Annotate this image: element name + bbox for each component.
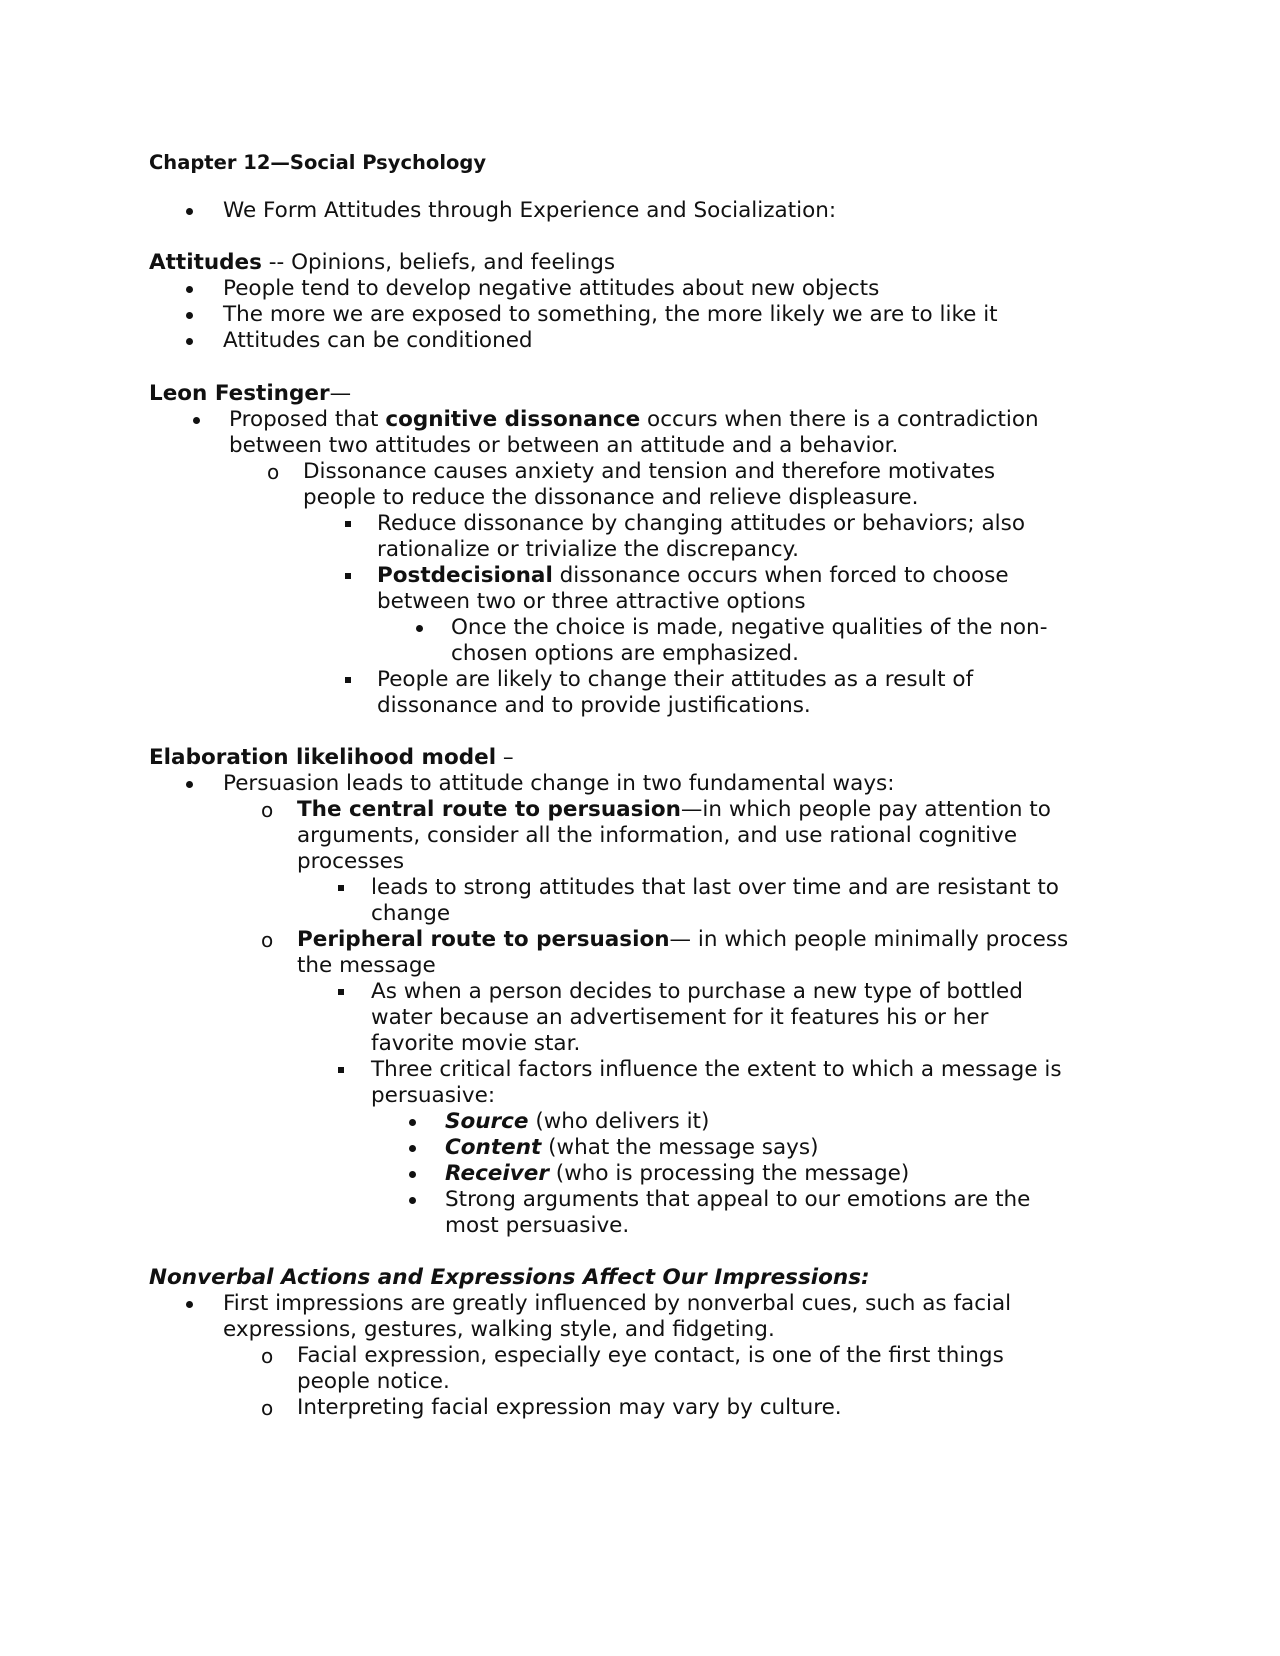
list-item: leads to strong attitudes that last over time and are resistant to <box>371 875 1059 900</box>
festinger-heading <box>149 381 351 407</box>
text-segment: (who delivers it) <box>528 1109 710 1134</box>
festinger-dash: — <box>329 381 352 406</box>
intro-bullet: We Form Attitudes through Experience and Socialization: <box>223 198 837 223</box>
text-segment: —in which people pay attention to <box>680 797 1051 822</box>
list-item-continuation: persuasive: <box>371 1083 496 1108</box>
sub-bullet-marker: o <box>267 460 280 484</box>
list-item <box>377 563 1009 589</box>
text-segment: — in which people minimally process <box>669 927 1069 952</box>
factor-term: Source <box>445 1109 529 1134</box>
bullet-marker <box>186 328 193 345</box>
list-item: People are likely to change their attitudes as a result of <box>377 667 974 692</box>
list-item: As when a person decides to purchase a new type of bottled <box>371 979 1023 1004</box>
attitudes-definition: -- Opinions, beliefs, and feelings <box>261 250 616 275</box>
elm-heading <box>149 745 514 771</box>
list-item: Reduce dissonance by changing attitudes or behaviors; also <box>377 511 1025 536</box>
page-title: Chapter 12—Social Psychology <box>149 151 487 174</box>
list-item: Persuasion leads to attitude change in two fundamental ways: <box>223 771 895 796</box>
list-item-continuation: expressions, gestures, walking style, and fidgeting. <box>223 1317 775 1342</box>
list-item-continuation: change <box>371 901 451 926</box>
list-item-continuation: most persuasive. <box>445 1213 630 1238</box>
bullet-marker <box>186 302 193 319</box>
list-item-continuation: chosen options are emphasized. <box>451 641 799 666</box>
square-bullet-marker <box>338 979 344 995</box>
list-item-continuation: between two or three attractive options <box>377 589 806 614</box>
list-item: Three critical factors influence the extent to which a message is <box>371 1057 1062 1082</box>
bold-term: Peripheral route to persuasion <box>297 927 670 952</box>
text-segment: (who is processing the message) <box>548 1161 910 1186</box>
text-segment: occurs when there is a contradiction <box>640 407 1039 432</box>
square-bullet-marker <box>338 1057 344 1073</box>
bullet-marker <box>186 1291 193 1308</box>
sub-list-item-continuation: people to reduce the dissonance and relieve displeasure. <box>303 485 919 510</box>
list-item: The more we are exposed to something, the more likely we are to like it <box>223 302 998 327</box>
bold-term: The central route to persuasion <box>297 797 681 822</box>
nonverbal-heading: Nonverbal Actions and Expressions Affect Our Impressions: <box>149 1265 870 1290</box>
sub-bullet-marker: o <box>261 1396 274 1420</box>
sub-list-item <box>297 927 1068 953</box>
list-item <box>445 1161 909 1187</box>
list-item: Attitudes can be conditioned <box>223 328 533 353</box>
bullet-marker <box>186 198 193 215</box>
sub-list-item: Dissonance causes anxiety and tension and therefore motivates <box>303 459 996 484</box>
bullet-marker <box>409 1135 416 1152</box>
sub-list-item-continuation: people notice. <box>297 1369 450 1394</box>
list-item: People tend to develop negative attitudes about new objects <box>223 276 880 301</box>
festinger-name: Leon Festinger <box>149 381 330 406</box>
bullet-marker <box>186 276 193 293</box>
sub-list-item <box>297 797 1051 823</box>
bullet-marker <box>416 615 423 632</box>
text-segment: Proposed that <box>229 407 386 432</box>
factor-term: Receiver <box>445 1161 549 1186</box>
sub-bullet-marker: o <box>261 1344 274 1368</box>
list-item-continuation: water because an advertisement for it features his or her <box>371 1005 989 1030</box>
square-bullet-marker <box>345 563 351 579</box>
bullet-marker <box>409 1109 416 1126</box>
list-item <box>445 1135 818 1161</box>
list-item-continuation: dissonance and to provide justifications. <box>377 693 811 718</box>
text-segment: dissonance occurs when forced to choose <box>552 563 1009 588</box>
bullet-marker <box>409 1161 416 1178</box>
sub-bullet-marker: o <box>261 798 274 822</box>
bold-term: cognitive dissonance <box>385 407 641 432</box>
list-item <box>445 1109 709 1135</box>
sub-list-item: Interpreting facial expression may vary by culture. <box>297 1395 842 1420</box>
text-segment: (what the message says) <box>541 1135 819 1160</box>
list-item: Once the choice is made, negative qualities of the non- <box>451 615 1048 640</box>
bullet-marker <box>409 1187 416 1204</box>
list-item-continuation: between two attitudes or between an attitude and a behavior. <box>229 433 899 458</box>
attitudes-term: Attitudes <box>149 250 262 275</box>
factor-term: Content <box>445 1135 542 1160</box>
square-bullet-marker <box>338 875 344 891</box>
elm-dash: – <box>496 745 514 770</box>
list-item-continuation: rationalize or trivialize the discrepancy. <box>377 537 800 562</box>
bold-term: Postdecisional <box>377 563 553 588</box>
bullet-marker <box>186 771 193 788</box>
list-item: Strong arguments that appeal to our emotions are the <box>445 1187 1031 1212</box>
square-bullet-marker <box>345 667 351 683</box>
bullet-marker <box>193 407 200 424</box>
sub-bullet-marker: o <box>261 928 274 952</box>
attitudes-heading <box>149 250 615 276</box>
sub-list-item-continuation: the message <box>297 953 436 978</box>
sub-list-item: Facial expression, especially eye contact, is one of the first things <box>297 1343 1004 1368</box>
list-item: First impressions are greatly influenced by nonverbal cues, such as facial <box>223 1291 1012 1316</box>
list-item <box>229 407 1039 433</box>
sub-list-item-continuation: arguments, consider all the information, and use rational cognitive <box>297 823 1018 848</box>
sub-list-item-continuation: processes <box>297 849 405 874</box>
list-item-continuation: favorite movie star. <box>371 1031 581 1056</box>
elm-term: Elaboration likelihood model <box>149 745 497 770</box>
square-bullet-marker <box>345 511 351 527</box>
